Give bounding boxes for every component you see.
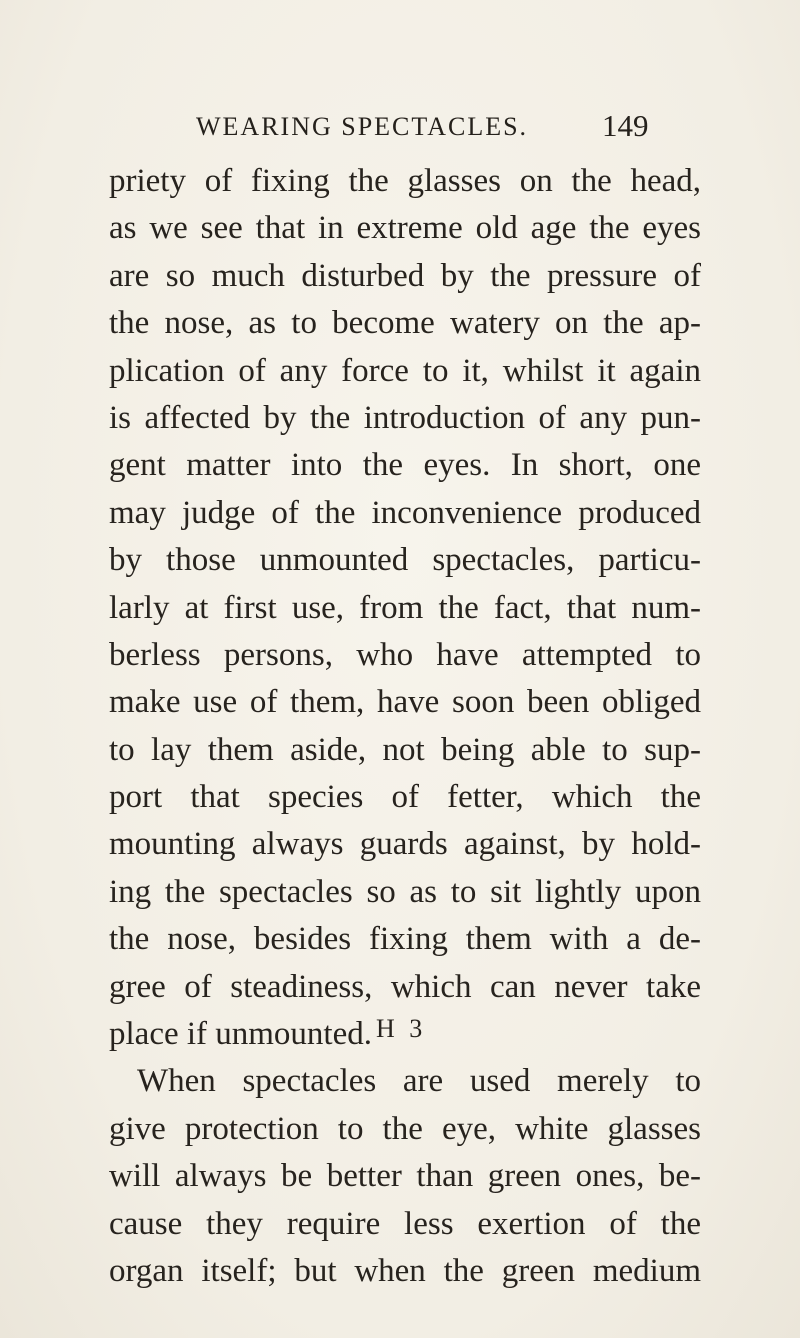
- text-line: is affected by the introduction of any pun-: [109, 399, 701, 436]
- text-line: gree of steadiness, which can never take: [109, 968, 701, 1005]
- text-line: berless persons, who have attempted to: [109, 636, 701, 673]
- text-line: by those unmounted spectacles, particu-: [109, 542, 701, 579]
- signature-mark: H 3: [376, 1014, 427, 1043]
- text-line: make use of them, have soon been obliged: [109, 684, 701, 721]
- text-line: mounting always guards against, by hold-: [109, 826, 701, 863]
- text-line: larly at first use, from the fact, that num-: [109, 589, 701, 626]
- text-line: may judge of the inconvenience produced: [109, 494, 701, 531]
- text-line: priety of fixing the glasses on the head,: [109, 163, 701, 199]
- text-line: as we see that in extreme old age the eyes: [109, 210, 701, 247]
- text-line: the nose, as to become watery on the ap-: [109, 305, 701, 342]
- text-line: place if unmounted.: [109, 1016, 373, 1053]
- body-text: [109, 158, 701, 1295]
- page-number: 149: [602, 108, 649, 143]
- text-line: are so much disturbed by the pressure of: [109, 257, 701, 294]
- text-line: give protection to the eye, white glasses: [109, 1110, 701, 1147]
- running-head: [0, 108, 800, 152]
- text-line: organ itself; but when the green medium: [109, 1252, 701, 1289]
- text-line: cause they require less exertion of the: [109, 1205, 701, 1242]
- running-title: WEARING SPECTACLES.: [196, 112, 529, 141]
- text-line: the nose, besides fixing them with a de-: [109, 921, 701, 958]
- text-line: port that species of fetter, which the: [109, 779, 701, 816]
- text-line: plication of any force to it, whilst it again: [109, 352, 701, 389]
- text-line: gent matter into the eyes. In short, one: [109, 447, 701, 484]
- text-line: will always be better than green ones, be-: [109, 1158, 701, 1195]
- text-line: to lay them aside, not being able to sup-: [109, 731, 701, 768]
- text-line: ing the spectacles so as to sit lightly upon: [109, 873, 701, 910]
- text-line: When spectacles are used merely to: [137, 1063, 701, 1100]
